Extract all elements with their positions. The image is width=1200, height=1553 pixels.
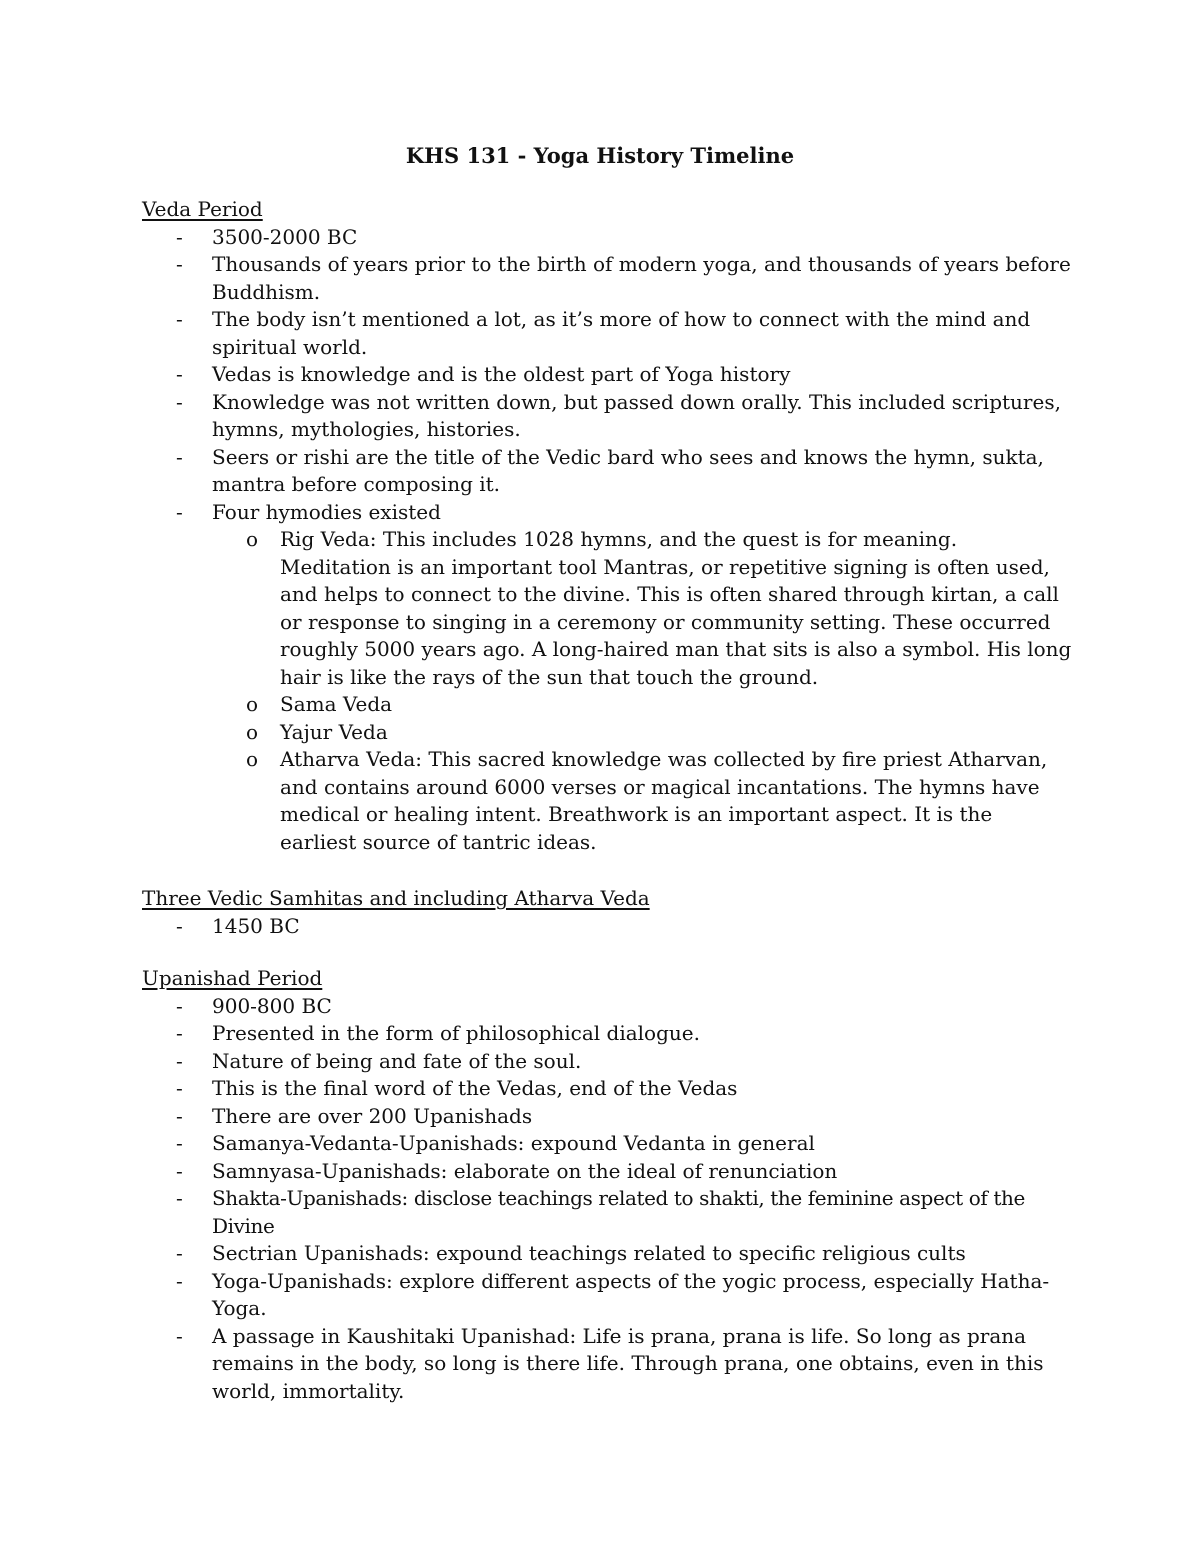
page-title: KHS 131 - Yoga History Timeline — [405, 143, 795, 168]
dash-bullet: - — [176, 1021, 183, 1045]
dash-bullet: - — [176, 993, 183, 1018]
list-item: - This is the final word of the Vedas, end of the Vedas — [142, 1075, 1072, 1103]
section-heading: Three Vedic Samhitas and including Atharva Veda — [142, 886, 650, 910]
dash-bullet: - — [176, 1103, 183, 1128]
list-item: - Sectrian Upanishads: expound teachings related to specific religious cults — [142, 1240, 1072, 1268]
list-item: - A passage in Kaushitaki Upanishad: Life is prana, prana is life. So long as prana remains in the body, so long is there life. Through prana, one obtains, even in this world, immortality. — [176, 1323, 1044, 1403]
dash-bullet: - — [176, 1323, 183, 1348]
list-item: - Samanya-Vedanta-Upanishads: expound Vedanta in general — [142, 1130, 1072, 1158]
list-item: - Vedas is knowledge and is the oldest part of Yoga history — [142, 361, 1072, 389]
list-item: - There are over 200 Upanishads — [142, 1103, 1072, 1131]
list-item: - 900-800 BC — [142, 993, 1072, 1021]
bullet-list — [142, 224, 1072, 857]
section-heading: Upanishad Period — [142, 966, 323, 990]
list-item: - Shakta-Upanishads: disclose teachings related to shakti, the feminine aspect of the Divine — [176, 1186, 1025, 1238]
dash-bullet: - — [176, 252, 183, 276]
section-vedic-samhitas — [142, 885, 1072, 940]
circle-bullet: o — [246, 747, 259, 771]
dash-bullet: - — [176, 1048, 183, 1073]
dash-bullet: - — [176, 362, 183, 386]
dash-bullet: - — [176, 1268, 183, 1293]
dash-bullet: - — [176, 224, 183, 249]
circle-bullet: o — [246, 527, 259, 551]
list-item: - Seers or rishi are the title of the Vedic bard who sees and knows the hymn, sukta, mantra before composing it. — [176, 444, 1044, 496]
bullet-list — [142, 913, 1072, 941]
sub-list-item: o Atharva Veda: This sacred knowledge was collected by fire priest Atharvan, and contains around 6000 verses or magical incantations. The hymns have medical or healing intent. Breathwork is an important aspect. It is the earliest source of tantric ideas. — [246, 747, 1048, 854]
dash-bullet: - — [176, 1158, 183, 1183]
dash-bullet: - — [176, 1241, 183, 1265]
list-item: - 3500-2000 BC — [142, 224, 1072, 252]
dash-bullet: - — [176, 499, 183, 524]
sub-list-item: o Rig Veda: This includes 1028 hymns, and the quest is for meaning. Meditation is an important tool Mantras, or repetitive signing is often used, and helps to connect to the divine. This is often shared through kirtan, a call or response to singing in a ceremony or community setting. These occurred roughly 5000 years ago. A long-haired man that sits is also a symbol. His long hair is like the rays of the sun that touch the ground. — [246, 527, 1072, 689]
list-item: - Thousands of years prior to the birth of modern yoga, and thousands of years before Buddhism. — [176, 252, 1071, 304]
bullet-list — [142, 993, 1072, 1406]
list-item: - Knowledge was not written down, but passed down orally. This included scriptures, hymns, mythologies, histories. — [176, 389, 1061, 441]
list-item: - Yoga-Upanishads: explore different aspects of the yogic process, especially Hatha-Yoga. — [176, 1268, 1050, 1320]
list-item: - The body isn’t mentioned a lot, as it’s more of how to connect with the mind and spiritual world. — [176, 307, 1031, 359]
sub-list-item: o Sama Veda — [210, 691, 1072, 719]
list-item: - Nature of being and fate of the soul. — [142, 1048, 1072, 1076]
section-heading: Veda Period — [142, 197, 263, 221]
dash-bullet: - — [176, 389, 183, 414]
dash-bullet: - — [176, 1076, 183, 1100]
list-item: - Samnyasa-Upanishads: elaborate on the ideal of renunciation — [142, 1158, 1072, 1186]
sub-bullet-list — [210, 526, 1072, 856]
sub-list-item: o Yajur Veda — [210, 719, 1072, 747]
dash-bullet: - — [176, 1186, 183, 1210]
circle-bullet: o — [246, 719, 259, 744]
dash-bullet: - — [176, 307, 183, 331]
circle-bullet: o — [246, 692, 259, 716]
dash-bullet: - — [176, 913, 183, 938]
section-veda-period — [142, 196, 1072, 856]
list-item: - Four hymodies existed o Rig Veda: This includes 1028 hymns, and the quest is for meaning. Meditation is an important tool Mantras, or repetitive signing is often used, and helps to connect to the divine. This is often shared through kirtan, a call or response to singing in a ceremony or community setting. These occurred roughly 5000 years ago. A long-haired man that sits is also a symbol. His long hair is like the rays of the sun that touch the ground. o Sama Veda o Yajur Veda o Atharva Veda: This sacred knowledge was collected by fire priest Atharvan, and contains around 6000 verses or magical incantations. The hymns have medical or healing intent. Breathwork is an important aspect. It is the earliest source of tantric ideas. — [142, 499, 1072, 857]
list-item: - 1450 BC — [142, 913, 1072, 941]
dash-bullet: - — [176, 444, 183, 469]
list-item: - Presented in the form of philosophical dialogue. — [142, 1020, 1072, 1048]
dash-bullet: - — [176, 1131, 183, 1155]
section-upanishad-period — [142, 965, 1072, 1405]
